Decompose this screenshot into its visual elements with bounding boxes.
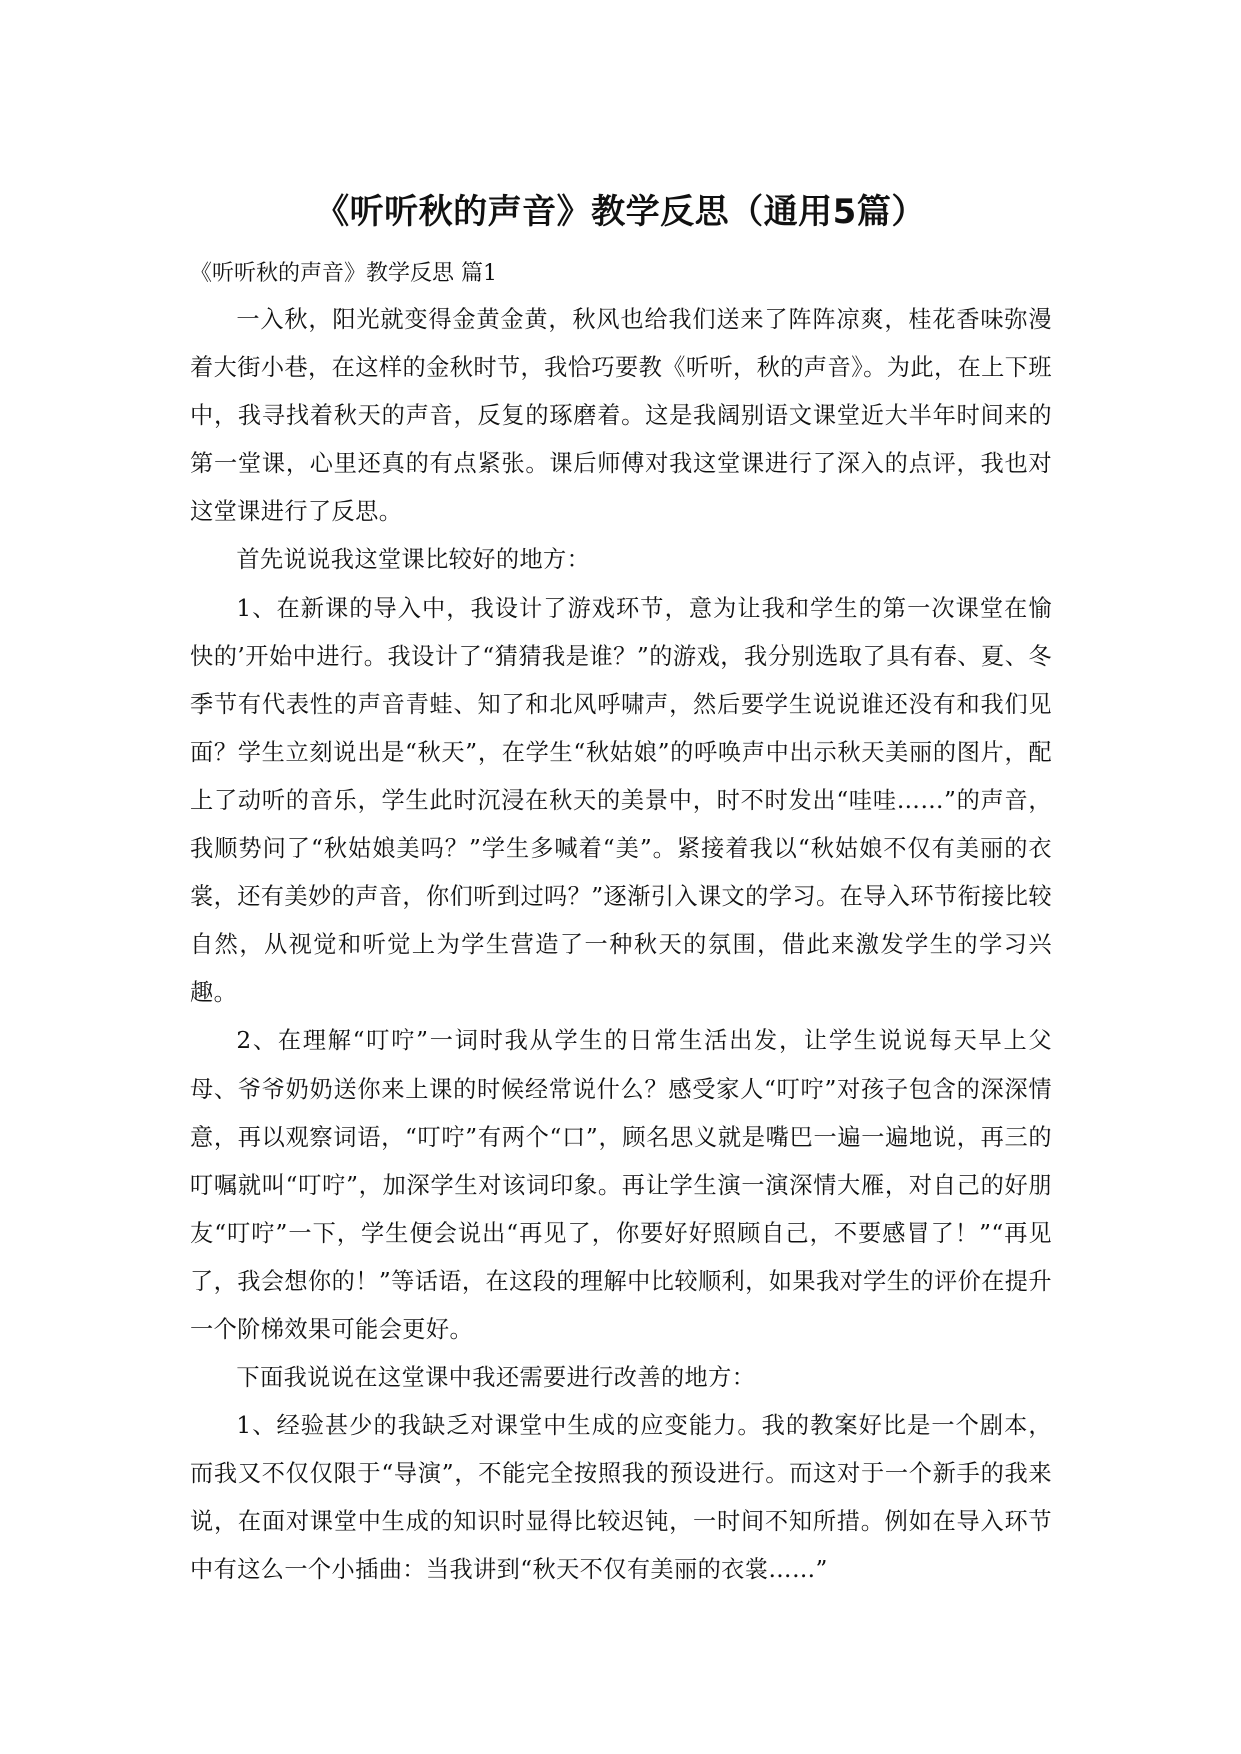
paragraph-strengths-heading: 首先说说我这堂课比较好的地方： — [236, 546, 591, 574]
paragraph-intro: 一入秋，阳光就变得金黄金黄，秋风也给我们送来了阵阵凉爽，桂花香味弥漫着大街小巷，在这样的金秋时节，我恰巧要教《听听，秋的声音》。为此，在上下班中，我寻找着秋天的声音，反复的琢磨着。这是我阔别语文课堂近大半年时间来的第一堂课，心里还真的有点紧张。课后师傅对我这堂课进行了深入的点评，我也对这堂课进行了反思。 — [190, 306, 1052, 526]
paragraph-strength-2: 2、在理解“叮咛”一词时我从学生的日常生活出发，让学生说说每天早上父母、爷爷奶奶送你来上课的时候经常说什么？感受家人“叮咛”对孩子包含的深深情意，再以观察词语，“叮咛”有两个“口”，顾名思义就是嘴巴一遍一遍地说，再三的叮嘱就叫“叮咛”，加深学生对该词印象。再让学生演一演深情大雁，对自己的好朋友“叮咛”一下，学生便会说出“再见了，你要好好照顾自己，不要感冒了！”“再见了，我会想你的！”等话语，在这段的理解中比较顺利，如果我对学生的评价在提升一个阶梯效果可能会更好。 — [190, 1027, 1052, 1343]
paragraph-improvements-heading: 下面我说说在这堂课中我还需要进行改善的地方： — [236, 1364, 756, 1392]
paragraph-improvement-1: 1、经验甚少的我缺乏对课堂中生成的应变能力。我的教案好比是一个剧本，而我又不仅仅限于“导演”，不能完全按照我的预设进行。而这对于一个新手的我来说，在面对课堂中生成的知识时显得比较迟钝，一时间不知所措。例如在导入环节中有这么一个小插曲：当我讲到“秋天不仅有美丽的衣裳……” — [190, 1412, 1052, 1584]
document-body — [190, 296, 1052, 1595]
document-title: 《听听秋的声音》教学反思（通用5篇） — [315, 192, 926, 232]
paragraph-strength-1: 1、在新课的导入中，我设计了游戏环节，意为让我和学生的第一次课堂在愉快的’开始中进行。我设计了“猜猜我是谁？”的游戏，我分别选取了具有春、夏、冬季节有代表性的声音青蛙、知了和北风呼啸声，然后要学生说说谁还没有和我们见面？学生立刻说出是“秋天”，在学生“秋姑娘”的呼唤声中出示秋天美丽的图片，配上了动听的音乐，学生此时沉浸在秋天的美景中，时不时发出“哇哇……”的声音，我顺势问了“秋姑娘美吗？”学生多喊着“美”。紧接着我以“秋姑娘不仅有美丽的衣裳，还有美妙的声音，你们听到过吗？”逐渐引入课文的学习。在导入环节衔接比较自然，从视觉和听觉上为学生营造了一种秋天的氛围，借此来激发学生的学习兴趣。 — [190, 594, 1052, 1007]
section-heading: 《听听秋的声音》教学反思 篇1 — [190, 261, 497, 286]
